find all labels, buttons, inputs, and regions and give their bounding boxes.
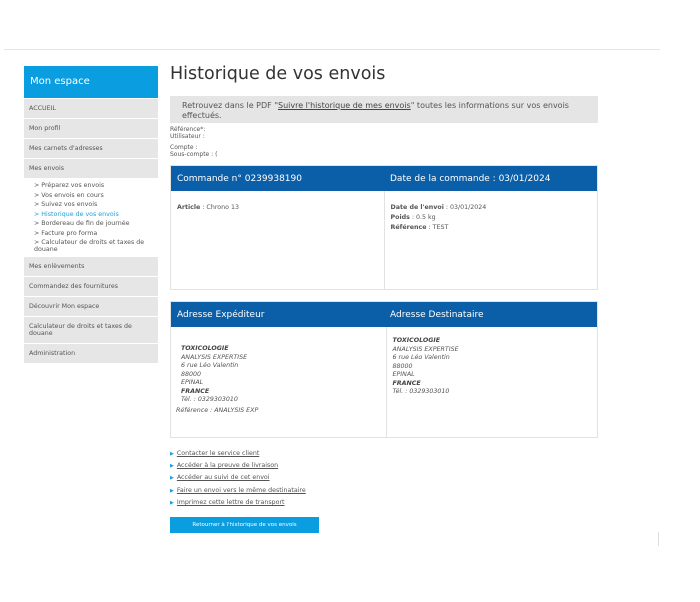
sender-zip: 88000 <box>181 370 202 378</box>
order-card <box>170 165 598 290</box>
recipient-country: FRANCE <box>392 379 421 387</box>
account-label: Compte : <box>170 144 198 151</box>
submenu-historique[interactable]: > Historique de vos envois <box>34 210 119 218</box>
account-meta <box>170 126 598 158</box>
sidebar-item-administration[interactable]: Administration <box>24 343 158 363</box>
top-divider <box>4 49 660 50</box>
info-banner <box>170 96 598 123</box>
submenu-en-cours[interactable]: > Vos envois en cours <box>34 191 104 199</box>
reference-label: Référence*: <box>170 126 206 133</box>
divider <box>658 532 659 546</box>
submenu-bordereau[interactable]: > Bordereau de fin de journée <box>34 220 130 228</box>
back-button[interactable]: Retourner à l'historique de vos envois <box>170 517 319 533</box>
sender-tel: Tél. : 0329303010 <box>181 396 238 403</box>
sidebar-title: Mon espace <box>24 66 158 98</box>
sidebar-item-fournitures[interactable]: Commandez des fournitures <box>24 276 158 296</box>
weight-value: : 0.5 kg <box>409 214 436 221</box>
recipient-street: 6 rue Léo Valentin <box>392 354 450 361</box>
submenu-preparez[interactable]: > Préparez vos envois <box>34 182 105 189</box>
ref-value: : TEST <box>426 224 449 231</box>
order-number: Commande n° 0239938190 <box>177 173 302 184</box>
sidebar-item-carnets[interactable]: Mes carnets d'adresses <box>24 138 158 158</box>
same-recipient-link[interactable]: Faire un envoi vers le même destinataire <box>176 486 306 494</box>
bullet-icon: ▶ <box>170 499 174 506</box>
sidebar-item-envois[interactable]: Mes envois <box>24 158 158 178</box>
submenu-calculateur[interactable]: > Calculateur de droits et taxes de douane <box>34 238 145 253</box>
article-value: : Chrono 13 <box>200 204 239 211</box>
sender-header: Adresse Expéditeur <box>177 309 265 320</box>
weight-label: Poids <box>390 214 410 221</box>
recipient-address <box>386 327 598 437</box>
sender-address <box>171 327 386 437</box>
submenu-facture[interactable]: > Facture pro forma <box>34 229 98 237</box>
bullet-icon: ▶ <box>170 463 174 470</box>
action-links <box>170 448 598 509</box>
sidebar-item-calculateur[interactable]: Calculateur de droits et taxes de douane <box>24 316 158 343</box>
bullet-icon: ▶ <box>170 451 174 457</box>
send-date-label: Date de l'envoi <box>390 204 444 211</box>
order-date: Date de la commande : 03/01/2024 <box>390 173 551 184</box>
bullet-icon: ▶ <box>170 475 174 482</box>
submenu-suivez[interactable]: > Suivez vos envois <box>34 201 98 209</box>
info-text: Retrouvez dans le PDF " <box>182 101 278 110</box>
info-text-end: " toutes les informations sur vos envois effectués. <box>182 101 569 120</box>
sidebar-item-enlevements[interactable]: Mes enlèvements <box>24 256 158 276</box>
sender-country: FRANCE <box>181 387 210 395</box>
sender-reference: Référence : ANALYSIS EXP <box>176 406 259 414</box>
sender-city: EPINAL <box>181 379 204 386</box>
contact-link[interactable]: Contacter le service client <box>176 450 260 457</box>
recipient-zip: 88000 <box>392 362 413 370</box>
sender-street: 6 rue Léo Valentin <box>181 362 239 369</box>
pdf-link[interactable]: Suivre l'historique de mes envois <box>278 101 411 110</box>
tracking-link[interactable]: Accéder au suivi de cet envoi <box>176 474 270 482</box>
print-link[interactable]: Imprimez cette lettre de transport <box>176 498 285 506</box>
main-content <box>170 64 598 533</box>
recipient-city: EPINAL <box>392 371 415 378</box>
sidebar-item-accueil[interactable]: ACCUEIL <box>24 98 158 118</box>
recipient-company: ANALYSIS EXPERTISE <box>392 345 459 353</box>
bullet-icon: ▶ <box>170 487 174 494</box>
user-label: Utilisateur : <box>170 133 205 140</box>
sidebar <box>24 66 158 363</box>
recipient-name: TOXICOLOGIE <box>392 337 441 344</box>
recipient-tel: Tél. : 0329303010 <box>392 388 450 395</box>
address-card <box>170 301 598 438</box>
sidebar-item-decouvrir[interactable]: Découvrir Mon espace <box>24 296 158 316</box>
sidebar-submenu <box>24 178 158 256</box>
proof-link[interactable]: Accéder à la preuve de livraison <box>176 462 279 470</box>
subaccount-label: Sous-compte : ( <box>170 151 218 158</box>
sidebar-item-profil[interactable]: Mon profil <box>24 118 158 138</box>
sender-company: ANALYSIS EXPERTISE <box>181 353 248 361</box>
ref-label: Référence <box>390 224 427 231</box>
send-date-value: : 03/01/2024 <box>443 204 487 211</box>
sender-name: TOXICOLOGIE <box>181 345 229 352</box>
page-title: Historique de vos envois <box>170 64 386 84</box>
recipient-header: Adresse Destinataire <box>390 309 484 320</box>
article-label: Article <box>177 204 201 211</box>
